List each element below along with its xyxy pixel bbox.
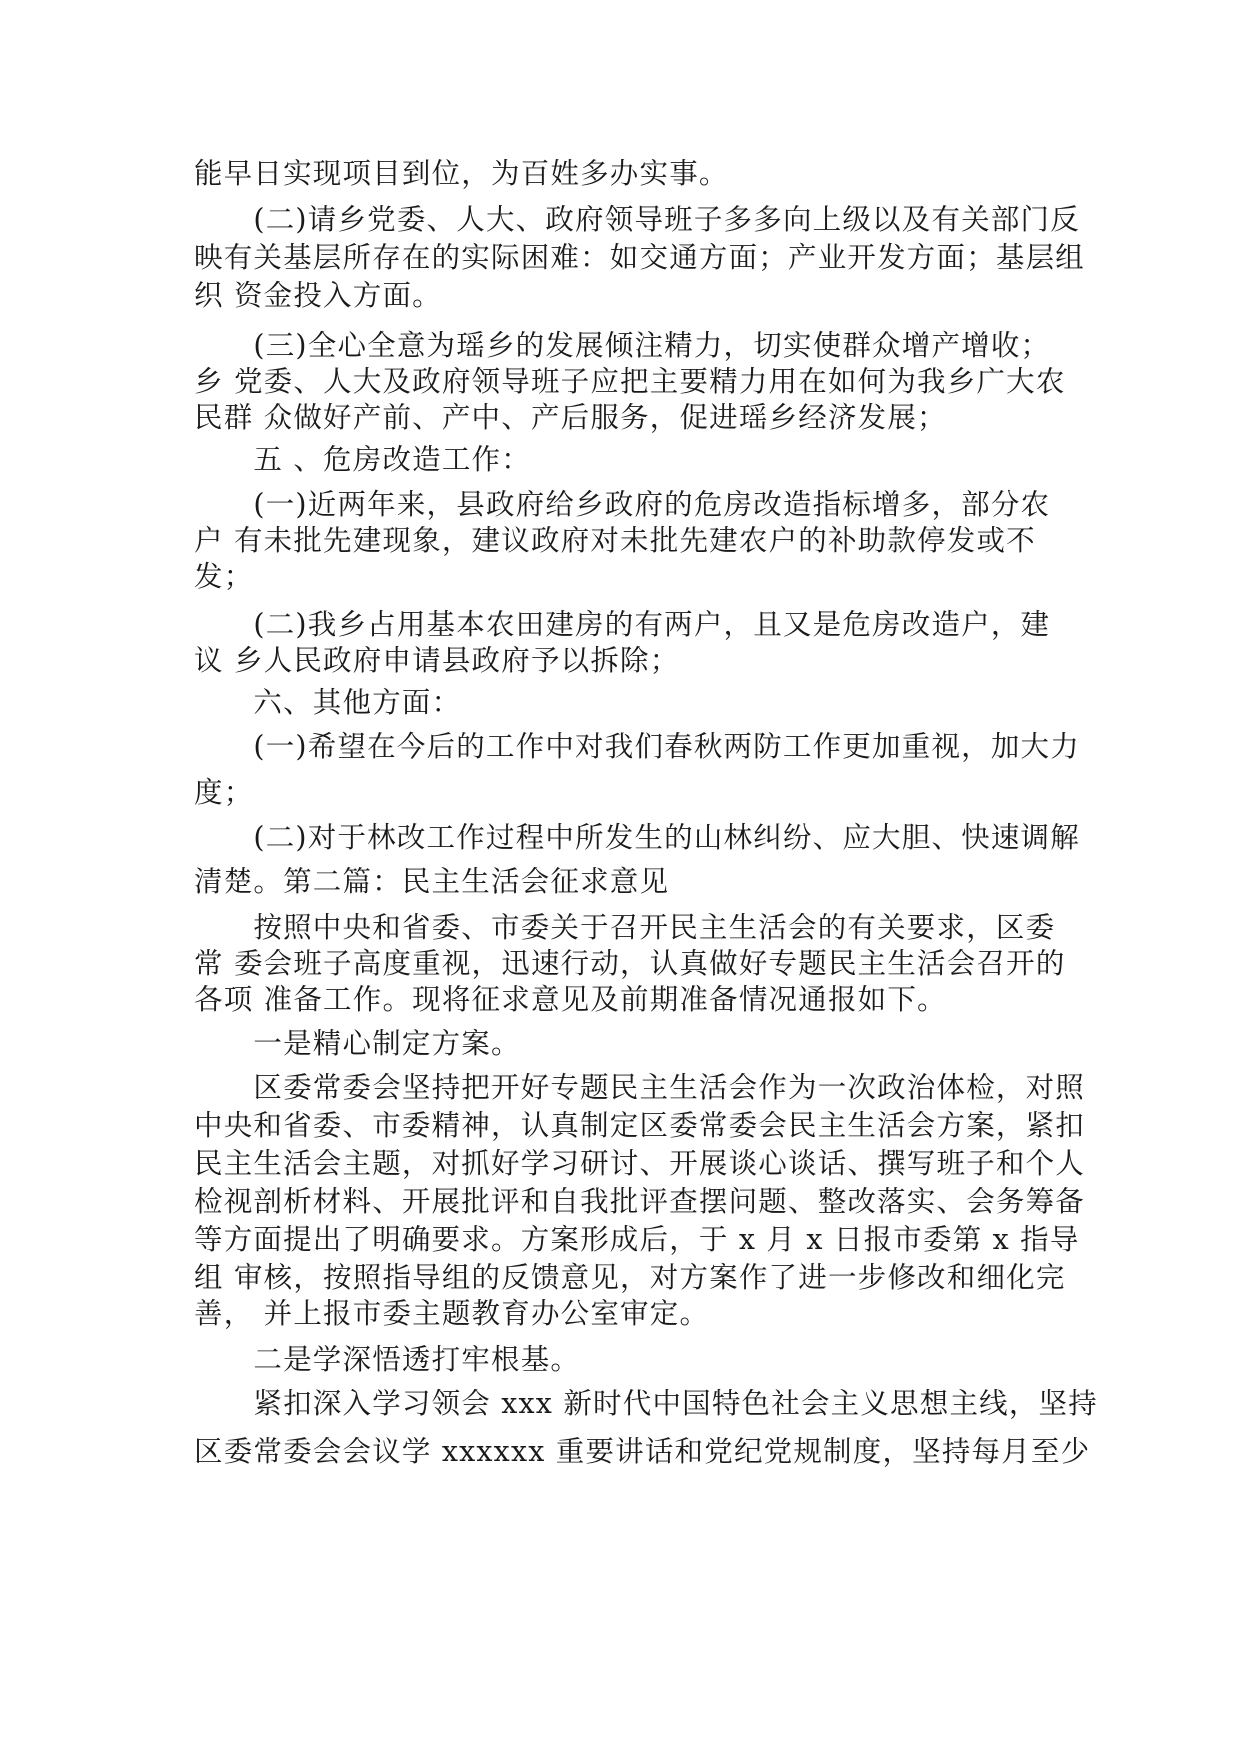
text-line: 映有关基层所存在的实际困难：如交通方面；产业开发方面；基层组: [194, 241, 1086, 274]
text-line: 善， 并上报市委主题教育办公室审定。: [194, 1297, 710, 1330]
text-line: 度；: [194, 776, 254, 809]
text-line: 民主生活会主题，对抓好学习研讨、开展谈心谈话、撰写班子和个人: [194, 1147, 1086, 1180]
text-line: 五 、危房改造工作：: [194, 443, 531, 476]
text-line: 紧扣深入学习领会 xxx 新时代中国特色社会主义思想主线，坚持: [194, 1387, 1098, 1420]
text-line: (三)全心全意为瑶乡的发展倾注精力，切实使群众增产增收；: [194, 329, 1051, 362]
text-line: (一)希望在今后的工作中对我们春秋两防工作更加重视，加大力: [194, 730, 1080, 763]
text-line: (二)请乡党委、人大、政府领导班子多多向上级以及有关部门反: [194, 203, 1080, 236]
text-line: 六、其他方面：: [194, 686, 462, 719]
text-line: 区委常委会会议学 xxxxxx 重要讲话和党纪党规制度，坚持每月至少: [194, 1435, 1091, 1468]
text-line: 织 资金投入方面。: [194, 279, 442, 312]
text-line: 中央和省委、市委精神，认真制定区委常委会民主生活会方案，紧扣: [194, 1109, 1086, 1142]
text-line: 各项 准备工作。现将征求意见及前期准备情况通报如下。: [194, 983, 947, 1016]
text-line: 民群 众做好产前、产中、产后服务，促进瑶乡经济发展；: [194, 401, 947, 434]
text-line: (二)对于林改工作过程中所发生的山林纠纷、应大胆、快速调解: [194, 821, 1080, 854]
text-line: 按照中央和省委、市委关于召开民主生活会的有关要求，区委: [194, 911, 1056, 944]
text-line: 户 有未批先建现象，建议政府对未批先建农户的补助款停发或不: [194, 524, 1036, 557]
text-line: 议 乡人民政府申请县政府予以拆除；: [194, 644, 680, 677]
text-line: 检视剖析材料、开展批评和自我批评查摆问题、整改落实、会务筹备: [194, 1185, 1086, 1218]
text-line: 乡 党委、人大及政府领导班子应把主要精力用在如何为我乡广大农: [194, 365, 1066, 398]
text-line: 常 委会班子高度重视，迅速行动，认真做好专题民主生活会召开的: [194, 947, 1066, 980]
text-line: 二是学深悟透打牢根基。: [194, 1343, 581, 1376]
text-line: (二)我乡占用基本农田建房的有两户，且又是危房改造户，建: [194, 608, 1051, 641]
text-line: 等方面提出了明确要求。方案形成后，于 x 月 x 日报市委第 x 指导: [194, 1223, 1080, 1256]
text-line: (一)近两年来，县政府给乡政府的危房改造指标增多，部分农: [194, 488, 1051, 521]
text-line: 能早日实现项目到位，为百姓多办实事。: [194, 157, 729, 190]
text-line: 清楚。第二篇：民主生活会征求意见: [194, 865, 670, 898]
text-line: 一是精心制定方案。: [194, 1027, 521, 1060]
text-line: 组 审核，按照指导组的反馈意见，对方案作了进一步修改和细化完: [194, 1261, 1066, 1294]
text-line: 区委常委会坚持把开好专题民主生活会作为一次政治体检，对照: [194, 1071, 1086, 1104]
text-line: 发；: [194, 560, 254, 593]
